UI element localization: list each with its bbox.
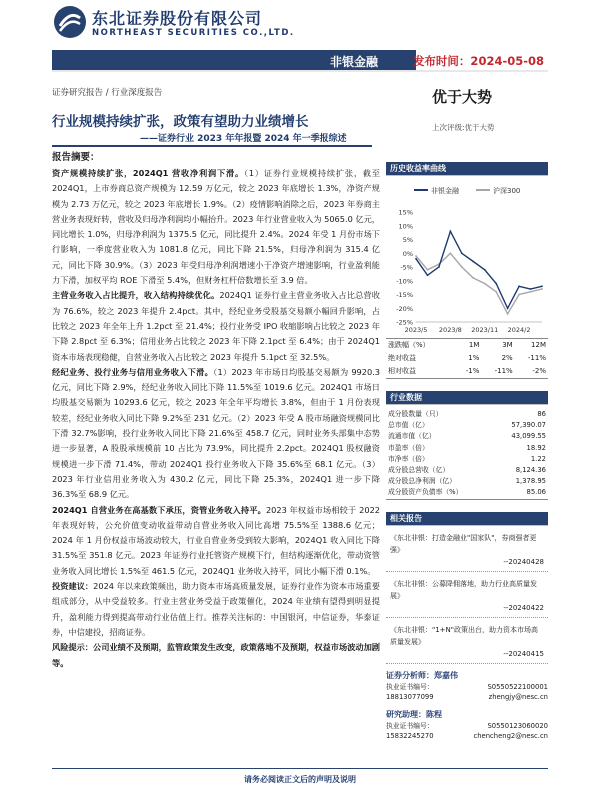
data-point	[472, 277, 474, 279]
y-tick-label: -5%	[400, 263, 413, 272]
table-row	[386, 365, 548, 379]
analyst-label: 执业证书编号：	[386, 682, 434, 691]
report-header	[0, 0, 600, 84]
paragraph-body: （1）2023 年市场日均股基交易额为 9920.3 亿元，同比下降 2.9%，经纪业务收入同比下降 11.5%至 1019.6 亿元。2024Q1 市场日均股基交易额为 10293.6 亿元，较之 2023 年全年平均增长 3.8%，但由于 1 月份表现较差，经纪业务收入同比下降 9.2%至 231 亿元。（2）2023 年受 A 股市场融资规模同比下滑 32.7%影响，投行业务收入同比下降 21.6%至 458.7 亿元，同时业务头部集中态势进一步显著，A 股股承规模前 10 占比为 73.9%，同比提升 2.2pct。2024Q1 股权融资规模进一步下滑 71.4%，带动 2024Q1 投行业务收入下降 35.6%至 68.1 亿元。（3）2023 年行业信用业务收入为 430.2 亿元，同比下降 25.3%，2024Q1 进一步下降 36.3%至 68.9 亿元。	[52, 366, 380, 500]
title-divider	[52, 145, 372, 147]
table-cell: -2%	[515, 365, 548, 379]
sidebar-column	[386, 162, 548, 742]
return-chart-svg	[386, 176, 548, 336]
company-name-en: NORTHEAST SECURITIES CO.,LTD.	[92, 28, 295, 38]
data-point	[461, 252, 463, 254]
table-cell: 总市值（亿）	[388, 421, 429, 430]
y-tick-label: 0%	[402, 249, 413, 258]
analyst-info	[386, 692, 548, 703]
related-report-date: --20240428	[386, 556, 548, 572]
legend-label: 非银金融	[431, 187, 459, 195]
related-report-link[interactable]: 《东北非银："1+N"政策出台，助力资本市场高质量发展》	[390, 625, 538, 646]
table-row	[386, 465, 548, 476]
paragraph-lead: 投资建议：	[52, 581, 94, 592]
data-point	[415, 255, 417, 257]
data-point	[461, 266, 463, 268]
company-logo-icon	[52, 4, 88, 40]
y-tick-label: -10%	[396, 277, 413, 286]
table-row	[386, 431, 548, 442]
table-row	[386, 420, 548, 431]
table-cell: 1M	[455, 339, 482, 353]
performance-table	[386, 338, 548, 379]
y-tick-label: -25%	[396, 318, 413, 327]
data-point	[449, 230, 451, 232]
table-row	[386, 454, 548, 465]
y-tick-label: -15%	[396, 291, 413, 299]
return-chart	[386, 176, 548, 336]
data-point	[427, 269, 429, 271]
data-point	[415, 258, 417, 260]
table-cell: -11%	[527, 354, 546, 362]
summary-paragraph	[52, 579, 380, 640]
summary-heading: 报告摘要：	[52, 152, 100, 163]
y-tick-label: -20%	[396, 304, 413, 313]
table-cell: 市净率（倍）	[388, 454, 429, 463]
analyst-title: 证券分析师：郑嘉伟	[386, 670, 458, 680]
paragraph-lead: 风险提示：公司业绩不及预期，监管政策发生改变，政策落地不及预期，权益市场波动加剧等。	[52, 642, 380, 668]
summary-column	[52, 150, 380, 671]
table-row	[386, 487, 548, 499]
series-line	[416, 231, 542, 308]
table-cell: 1.22	[530, 454, 546, 463]
y-tick-label: 15%	[398, 208, 413, 217]
data-point	[530, 291, 532, 293]
paragraph-body: 2024Q1 证券行业主营业务收入占比总营收为 76.6%，较之 2023 年提升 2.4pct。其中，经纪业务受股基交易额小幅回升影响，占比较之 2023 年全年上升 1.2pct 至 21.4%；投行业务受 IPO 收缩影响占比较之 2023 年下降 2.8pct 至 6.3%；信用业务占比较之 2023 年下降 2.1pct 至 6.4%；由于 2024Q1 资本市场表现稳健，自营业务收入占比较之 2023 年提升 5.1pct 至 32.5%。	[52, 290, 380, 362]
table-cell: 85.06	[495, 487, 548, 499]
paragraph-lead: 2024Q1 自营业务在高基数下承压，资管业务收入持平。	[52, 504, 266, 515]
table-cell: 流通市值（亿）	[388, 432, 436, 441]
y-tick-label: 10%	[398, 222, 413, 231]
related-report-date: --20240415	[386, 648, 548, 664]
analyst-email[interactable]: zhengjy@nesc.cn	[488, 693, 548, 702]
table-cell: 18.92	[526, 443, 546, 452]
table-row	[386, 476, 548, 487]
analyst-email[interactable]: chencheng2@nesc.cn	[473, 732, 548, 741]
previous-rating: 上次评级:优于大势	[432, 123, 495, 132]
report-title: 行业规模持续扩张，政策有望助力业绩增长	[52, 114, 309, 130]
table-cell: 绝对收益	[388, 354, 416, 362]
rating: 优于大势	[432, 88, 493, 106]
data-point	[449, 252, 451, 254]
table-cell: 8,124.36	[515, 466, 546, 475]
sector-label: 非银金融	[330, 55, 379, 69]
table-row	[386, 443, 548, 454]
paragraph-lead: 主营业务收入占比提升，收入结构持续优化。	[52, 290, 220, 301]
market-data-table	[386, 409, 548, 500]
data-point	[507, 313, 509, 315]
paragraph-body: 2024 年以来政策频出，助力资本市场高质量发展，证券行业作为资本市场重要组成部分，从中受益较多。行业主营业务受益于政策催化，2024 年业绩有望得到明显提升，盈利能力得到提高带动行业估值上行。推荐关注标的：中国银河，中信证券，华泰证券，中信建投，招商证券。	[52, 581, 380, 637]
analyst-info	[386, 731, 548, 742]
table-cell: -11%	[481, 365, 514, 379]
table-cell: 1%	[468, 354, 480, 362]
analyst-title: 研究助理：陈程	[386, 709, 442, 719]
table-cell: 2%	[501, 354, 513, 362]
analyst-value: S0550123060020	[487, 721, 548, 730]
analyst-value: S0550522100001	[487, 682, 548, 691]
data-point	[541, 288, 543, 290]
data-point	[507, 307, 509, 309]
paragraph-body: 2023 年权益市场相较于 2022 年表现好转，公允价值变动收益带动自营业务收入同比高增 75.5%至 1388.6 亿元；2024 年 1 月份权益市场波动较大，行业自营业务受到较大影响，2024Q1 收入同比下降 31.5%至 351.8 亿元。2023 年证券行业托管资产规模下行，但结构逐渐优化，带动资管业务收入同比增长 1.5%至 461.5 亿元，2024Q1 业务收入持平，同比小幅下滑 0.1%。	[52, 504, 380, 576]
table-cell: 43,099.55	[511, 432, 546, 441]
footer-disclaimer: 请务必阅读正文后的声明及说明	[244, 775, 356, 784]
summary-paragraph	[52, 166, 380, 288]
data-point	[518, 294, 520, 296]
report-subtitle: ——证券行业 2023 年年报暨 2024 年一季报综述	[140, 134, 347, 144]
related-report-link[interactable]: 《东北非银：公募降佣落地，助力行业高质量发展》	[390, 579, 537, 600]
data-point	[484, 269, 486, 271]
header-banner	[52, 50, 548, 72]
data-point	[495, 291, 497, 293]
publish-date: 发布时间：2024-05-08	[412, 54, 544, 68]
data-point	[427, 274, 429, 276]
data-point	[438, 266, 440, 268]
breadcrumb: 证券研究报告 / 行业深度报告	[52, 88, 163, 98]
summary-paragraph	[52, 288, 380, 364]
table-cell: 57,390.07	[511, 421, 546, 430]
table-cell: 市盈率（倍）	[388, 443, 429, 452]
summary-paragraph	[52, 503, 380, 579]
table-row	[386, 409, 548, 420]
data-point	[495, 283, 497, 285]
footer-divider	[52, 768, 548, 769]
paragraph-lead: 经纪业务、投行业务与信用业务收入下滑。	[52, 366, 214, 377]
data-point	[541, 285, 543, 287]
analyst-phone: 15832245270	[386, 732, 434, 741]
company-name-cn: 东北证券股份有限公司	[92, 9, 263, 28]
market-section-title: 行业数据	[386, 391, 548, 405]
summary-paragraph	[52, 640, 380, 671]
data-point	[518, 285, 520, 287]
y-tick-label: 5%	[402, 236, 413, 244]
paragraph-lead: 资产规模持续扩张，2024Q1 营收净利润下滑。	[52, 168, 244, 178]
x-tick-label: 2023/8	[438, 326, 462, 334]
data-point	[484, 283, 486, 285]
related-report-date: --20240422	[386, 602, 548, 618]
related-report-link[interactable]: 《东北非银：打造金融业"国家队"，券商强者更强》	[390, 533, 537, 554]
table-cell: 成分股数量（只）	[388, 410, 443, 418]
table-cell: 相对收益	[386, 365, 455, 379]
chart-section-title: 历史收益率曲线	[386, 162, 548, 176]
analyst-info	[386, 721, 548, 732]
series-line	[416, 253, 542, 313]
publish-date-box	[412, 50, 548, 70]
table-row	[386, 352, 548, 365]
data-point	[530, 288, 532, 290]
x-tick-label: 2023/11	[471, 326, 499, 334]
table-cell: 成分股总净利润（亿）	[388, 477, 456, 486]
table-cell: 86	[537, 410, 546, 418]
table-cell: 12M	[515, 339, 548, 353]
legend-label: 沪深300	[493, 187, 521, 195]
table-cell: 成分股总营收（亿）	[388, 466, 450, 475]
table-cell: 成分股资产负债率（%）	[386, 487, 495, 499]
summary-paragraph	[52, 365, 380, 503]
x-tick-label: 2024/2	[507, 326, 531, 334]
table-cell: 1,378.95	[515, 477, 546, 486]
table-header-row	[386, 339, 548, 353]
x-tick-label: 2023/5	[404, 326, 428, 334]
analyst-label: 执业证书编号：	[386, 721, 434, 730]
table-cell: 涨跌幅（%）	[386, 339, 455, 353]
table-cell: -1%	[455, 365, 482, 379]
analyst-phone: 18813077099	[386, 693, 434, 702]
paragraph-body: （1）证券行业规模持续扩张，截至 2024Q1，上市券商总资产规模为 12.59 万亿元，较之 2023 年底增长 1.3%，净资产规模为 2.73 万亿元，较之 2023 年底增长 1.9%。（2）疫情影响消除之后，2023 年券商主营业务表现好转，营收及归母净利润均小幅抬升。2023 年行业营业收入为 5065.0 亿元，同比增长 1.0%，归母净利润为 1375.5 亿元，同比提升 2.4%。2024 年受 1 月份市场下行影响，一季度营业收入为 1081.8 亿元，同比下降 21.5%，归母净利润为 315.4 亿元，同比下降 30.9%。（3）2023 年受归母净利润增速小于净资产增速影响，行业盈利能力下滑，加权平均 ROE 下滑至 5.4%，但财务杠杆倍数增长至 3.9 倍。	[52, 168, 380, 286]
analyst-info	[386, 682, 548, 693]
table-cell: 3M	[481, 339, 514, 353]
related-section-title: 相关报告	[386, 512, 548, 526]
data-point	[472, 261, 474, 263]
